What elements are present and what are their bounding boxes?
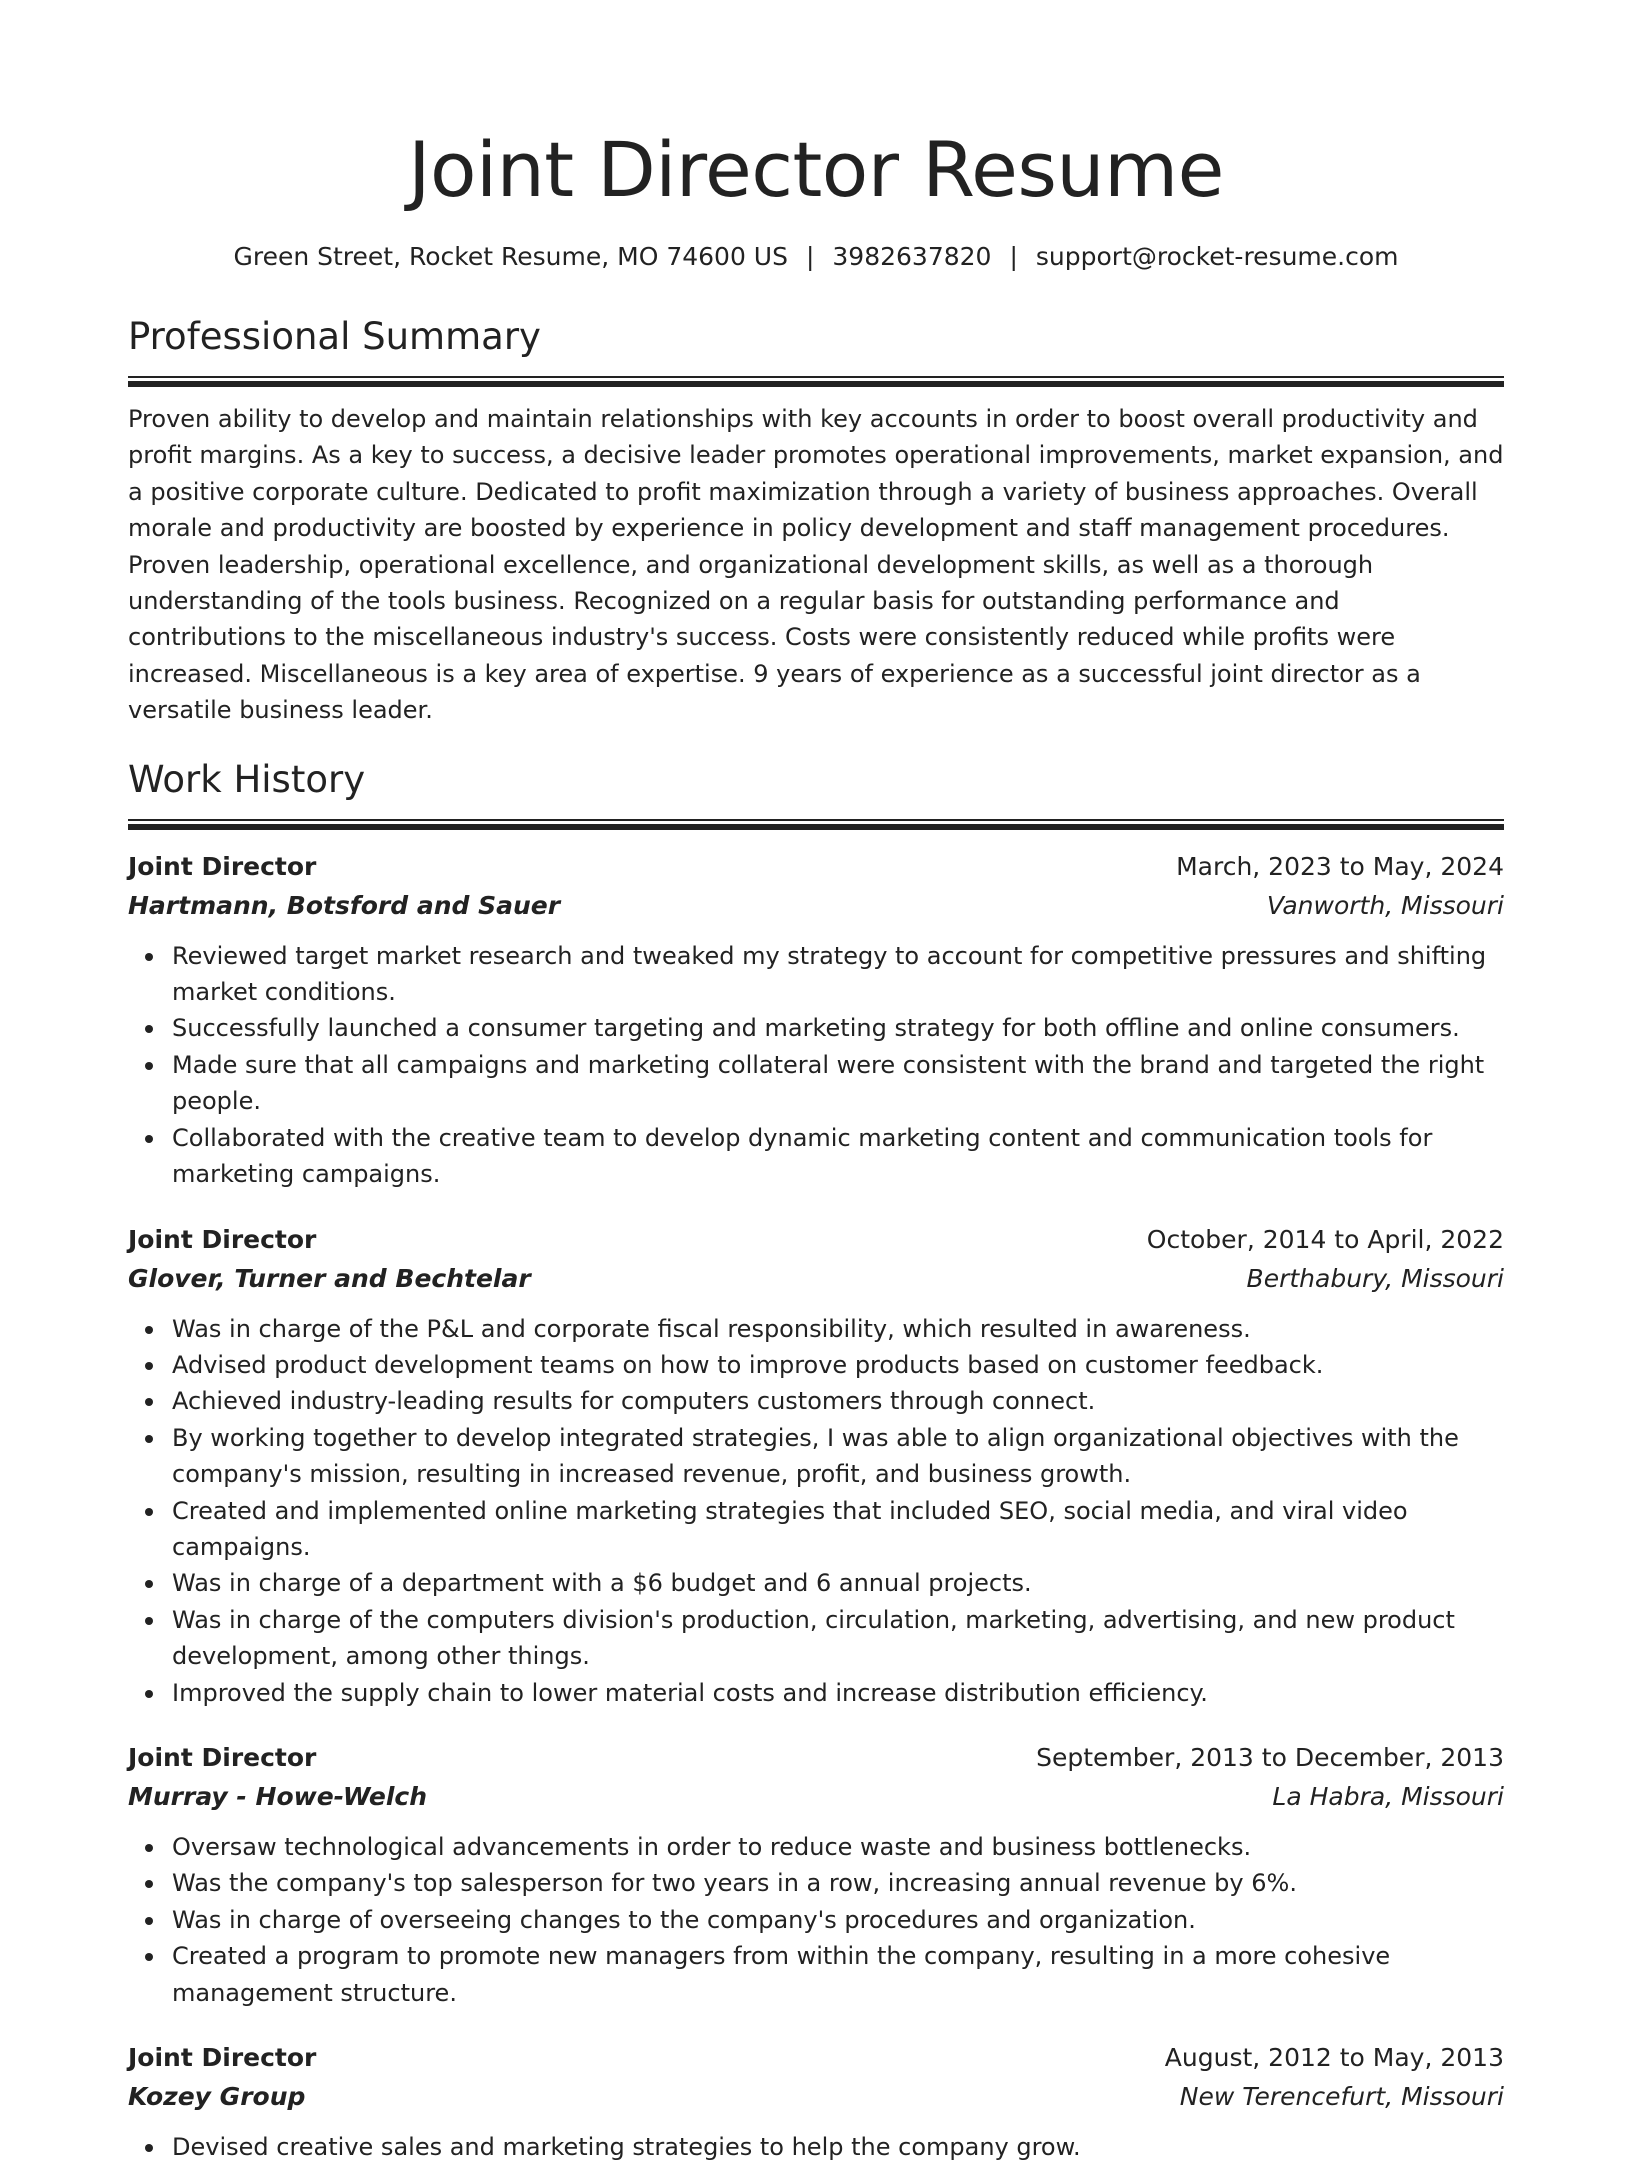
job-dates: October, 2014 to April, 2022 bbox=[1146, 1224, 1504, 1254]
job-entry bbox=[128, 848, 1504, 1193]
job-entry bbox=[128, 1221, 1504, 1711]
section-divider bbox=[128, 819, 1504, 830]
bullet-item: Was in charge of overseeing changes to the company's procedures and organization. bbox=[128, 1902, 1504, 1938]
job-company: Kozey Group bbox=[128, 2082, 306, 2111]
job-entry bbox=[128, 2039, 1504, 2165]
job-company-row bbox=[128, 1777, 1504, 1817]
contact-separator: | bbox=[1009, 242, 1018, 271]
contact-line bbox=[128, 240, 1504, 274]
job-bullets bbox=[128, 1829, 1504, 2011]
job-location: New Terencefurt, Missouri bbox=[1179, 2082, 1504, 2111]
job-entry bbox=[128, 1739, 1504, 2011]
job-company-row bbox=[128, 886, 1504, 926]
job-dates: September, 2013 to December, 2013 bbox=[1036, 1742, 1504, 1772]
job-dates: August, 2012 to May, 2013 bbox=[1164, 2043, 1504, 2072]
work-history-heading: Work History bbox=[128, 757, 366, 801]
job-company-row bbox=[128, 2077, 1504, 2117]
bullet-item: Was in charge of the P&L and corporate fiscal responsibility, which resulted in awareness. bbox=[128, 1311, 1504, 1347]
bullet-item: Successfully launched a consumer targeting and marketing strategy for both offline and online consumers. bbox=[128, 1010, 1504, 1046]
job-company-row bbox=[128, 1259, 1504, 1299]
job-dates: March, 2023 to May, 2024 bbox=[1176, 851, 1504, 881]
bullet-item: Was the company's top salesperson for two years in a row, increasing annual revenue by 6%. bbox=[128, 1865, 1504, 1901]
job-title: Joint Director bbox=[128, 1742, 317, 1772]
bullet-item: Advised product development teams on how to improve products based on customer feedback. bbox=[128, 1347, 1504, 1383]
job-company: Hartmann, Botsford and Sauer bbox=[128, 890, 561, 920]
job-location: Berthabury, Missouri bbox=[1246, 1263, 1504, 1293]
job-title: Joint Director bbox=[128, 2043, 317, 2072]
page-title: Joint Director Resume bbox=[408, 125, 1224, 214]
contact-address: Green Street, Rocket Resume, MO 74600 US bbox=[233, 242, 788, 271]
bullet-item: Created a program to promote new managers from within the company, resulting in a more cohesive management structure. bbox=[128, 1938, 1504, 2011]
contact-phone: 3982637820 bbox=[832, 242, 992, 271]
bullet-item: Achieved industry-leading results for computers customers through connect. bbox=[128, 1383, 1504, 1419]
bullet-item: Made sure that all campaigns and marketing collateral were consistent with the brand and targeted the right people. bbox=[128, 1047, 1504, 1120]
contact-separator: | bbox=[805, 242, 815, 271]
bullet-item: Created and implemented online marketing strategies that included SEO, social media, and viral video campaigns. bbox=[128, 1493, 1504, 1566]
summary-text: Proven ability to develop and maintain relationships with key accounts in order to boost overall productivity and profit margins. As a key to success, a decisive leader promotes operational improvements, market expansion, and a positive corporate culture. Dedicated to profit maximization through a variety of business approaches. Overall morale and productivity are boosted by experience in policy development and staff management procedures. Proven leadership, operational excellence, and organizational development skills, as well as a thorough understanding of the tools business. Recognized on a regular basis for outstanding performance and contributions to the miscellaneous industry's success. Costs were consistently reduced while profits were increased. Miscellaneous is a key area of expertise. 9 years of experience as a successful joint director as a versatile business leader. bbox=[128, 405, 1504, 725]
job-location: Vanworth, Missouri bbox=[1266, 890, 1504, 920]
job-company: Glover, Turner and Bechtelar bbox=[128, 1263, 531, 1293]
job-bullets bbox=[128, 938, 1504, 1193]
job-header-row bbox=[128, 848, 1504, 886]
job-location: La Habra, Missouri bbox=[1272, 1781, 1504, 1811]
job-title: Joint Director bbox=[128, 851, 317, 881]
bullet-item: Oversaw technological advancements in order to reduce waste and business bottlenecks. bbox=[128, 1829, 1504, 1865]
section-divider bbox=[128, 376, 1504, 387]
bullet-item: Was in charge of a department with a $6 budget and 6 annual projects. bbox=[128, 1565, 1504, 1601]
summary-heading: Professional Summary bbox=[128, 315, 541, 358]
bullet-item: Collaborated with the creative team to develop dynamic marketing content and communication tools for marketing campaigns. bbox=[128, 1120, 1504, 1193]
bullet-item: By working together to develop integrated strategies, I was able to align organizational objectives with the company's mission, resulting in increased revenue, profit, and business growth. bbox=[128, 1420, 1504, 1493]
job-bullets bbox=[128, 1311, 1504, 1711]
job-company: Murray - Howe-Welch bbox=[128, 1781, 428, 1811]
bullet-item: Reviewed target market research and tweaked my strategy to account for competitive pressures and shifting market conditions. bbox=[128, 938, 1504, 1011]
bullet-item: Was in charge of the computers division's production, circulation, marketing, advertising, and new product development, among other things. bbox=[128, 1602, 1504, 1675]
contact-email: support@rocket-resume.com bbox=[1035, 242, 1399, 271]
job-bullets bbox=[128, 2129, 1504, 2165]
job-header-row bbox=[128, 2039, 1504, 2077]
job-header-row bbox=[128, 1739, 1504, 1777]
job-title: Joint Director bbox=[128, 1224, 317, 1254]
bullet-item: Improved the supply chain to lower material costs and increase distribution efficiency. bbox=[128, 1675, 1504, 1711]
bullet-item: Devised creative sales and marketing strategies to help the company grow. bbox=[128, 2129, 1504, 2165]
job-header-row bbox=[128, 1221, 1504, 1259]
